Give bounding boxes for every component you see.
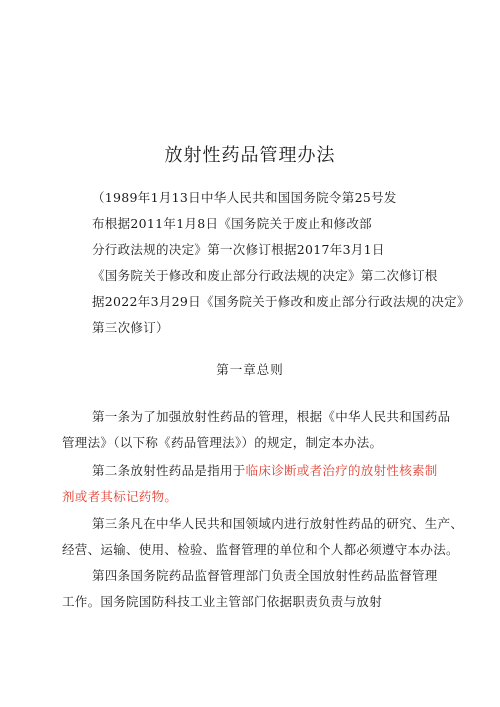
article-3-line-2: 经营、运输、使用、检验、监督管理的单位和个人都必须遵守本办法。: [62, 542, 459, 557]
note-line-3: 分行政法规的决定》第一次修订根据2017年3月1日: [92, 242, 385, 257]
article-2-text: 第二条放射性药品是指用于: [92, 463, 246, 478]
article-1-line-1: 第一条为了加强放射性药品的管理，根据《中华人民共和国药品: [92, 409, 451, 424]
note-line-4: 《国务院关于修改和废止部分行政法规的决定》第二次修订根: [92, 268, 438, 283]
article-3-line-1: 第三条凡在中华人民共和国领域内进行放射性药品的研究、生产、: [92, 516, 464, 531]
article-2-line-1: [92, 461, 438, 479]
article-1-line-2: 管理法》（以下称《药品管理法》）的规定，制定本办法。: [62, 435, 383, 450]
article-2-line-2: 剂或者其标记药物。: [62, 489, 178, 504]
note-line-6: 第三次修订）: [92, 320, 169, 335]
note-line-2: 布根据2011年1月8日《国务院关于废止和修改部: [92, 216, 372, 231]
note-line-1: （1989年1月13日中华人民共和国国务院令第25号发: [92, 190, 397, 205]
article-2-highlight: 临床诊断或者治疗的放射性核素制: [245, 463, 438, 478]
article-4-line-2: 工作。国务院国防科技工业主管部门依据职责负责与放射: [62, 594, 383, 609]
chapter-title: 第一章总则: [216, 362, 284, 377]
article-4-line-1: 第四条国务院药品监督管理部门负责全国放射性药品监督管理: [92, 568, 438, 583]
document-title: 放射性药品管理办法: [164, 145, 336, 166]
note-line-5: 据2022年3月29日《国务院关于修改和废止部分行政法规的决定》: [92, 294, 470, 309]
